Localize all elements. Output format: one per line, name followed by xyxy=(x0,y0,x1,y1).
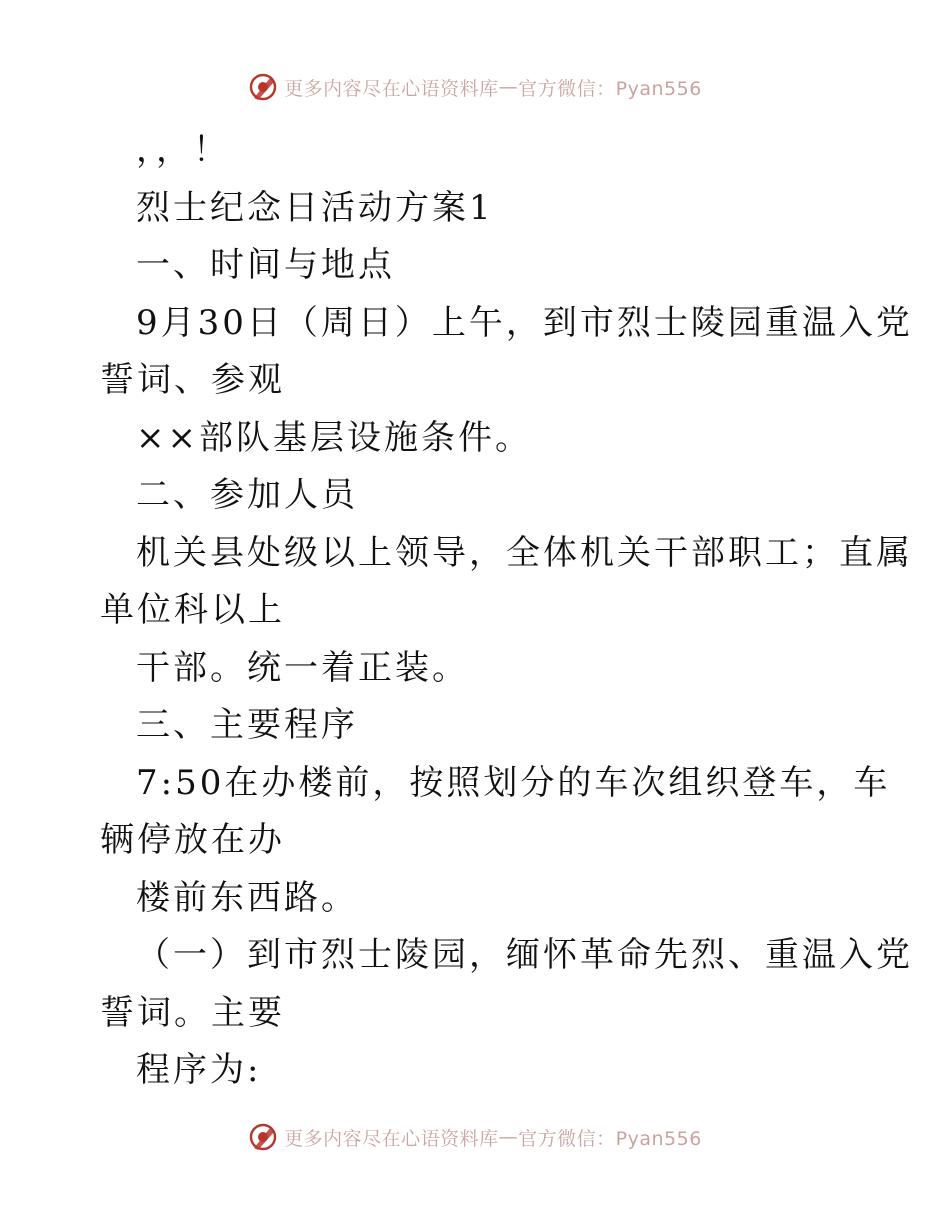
text-line: ，，！ xyxy=(136,130,230,170)
watermark-wechat-text: 官方微信：Pyan556 xyxy=(518,77,702,100)
text-line: 程序为: xyxy=(136,1050,262,1090)
text-line: 誓词、参观 xyxy=(100,360,285,400)
pen-logo-icon xyxy=(248,72,278,102)
text-line: （一）到市烈士陵园，缅怀革命先烈、重温入党 xyxy=(136,935,913,975)
document-body xyxy=(100,122,913,1100)
section-heading: 三、主要程序 xyxy=(136,705,358,745)
text-line: 单位科以上 xyxy=(100,590,285,630)
section-heading: 二、参加人员 xyxy=(136,475,358,515)
text-line: 辆停放在办 xyxy=(100,820,285,860)
watermark-site-text: 更多内容尽在心语资料库 xyxy=(284,1127,499,1150)
text-line: 干部。统一着正装。 xyxy=(136,647,469,688)
text-line: 誓词。主要 xyxy=(100,992,285,1033)
document-title: 烈士纪念日活动方案1 xyxy=(136,187,494,228)
watermark-site-text: 更多内容尽在心语资料库 xyxy=(284,77,499,100)
text-line: 机关县处级以上领导，全体机关干部职工；直属 xyxy=(136,532,913,573)
watermark-dash: — xyxy=(498,1126,519,1148)
pen-logo-icon xyxy=(248,1122,278,1152)
watermark-dash: — xyxy=(498,76,519,98)
watermark-header xyxy=(0,72,950,102)
text-line: 7:50在办楼前，按照划分的车次组织登车，车 xyxy=(136,762,891,803)
section-heading: 一、时间与地点 xyxy=(136,245,395,285)
text-line: ××部队基层设施条件。 xyxy=(136,417,532,458)
watermark-footer xyxy=(0,1122,950,1152)
watermark-wechat-text: 官方微信：Pyan556 xyxy=(518,1127,702,1150)
text-line: 楼前东西路。 xyxy=(136,877,358,918)
text-line: 9月30日（周日）上午，到市烈士陵园重温入党 xyxy=(136,302,913,343)
